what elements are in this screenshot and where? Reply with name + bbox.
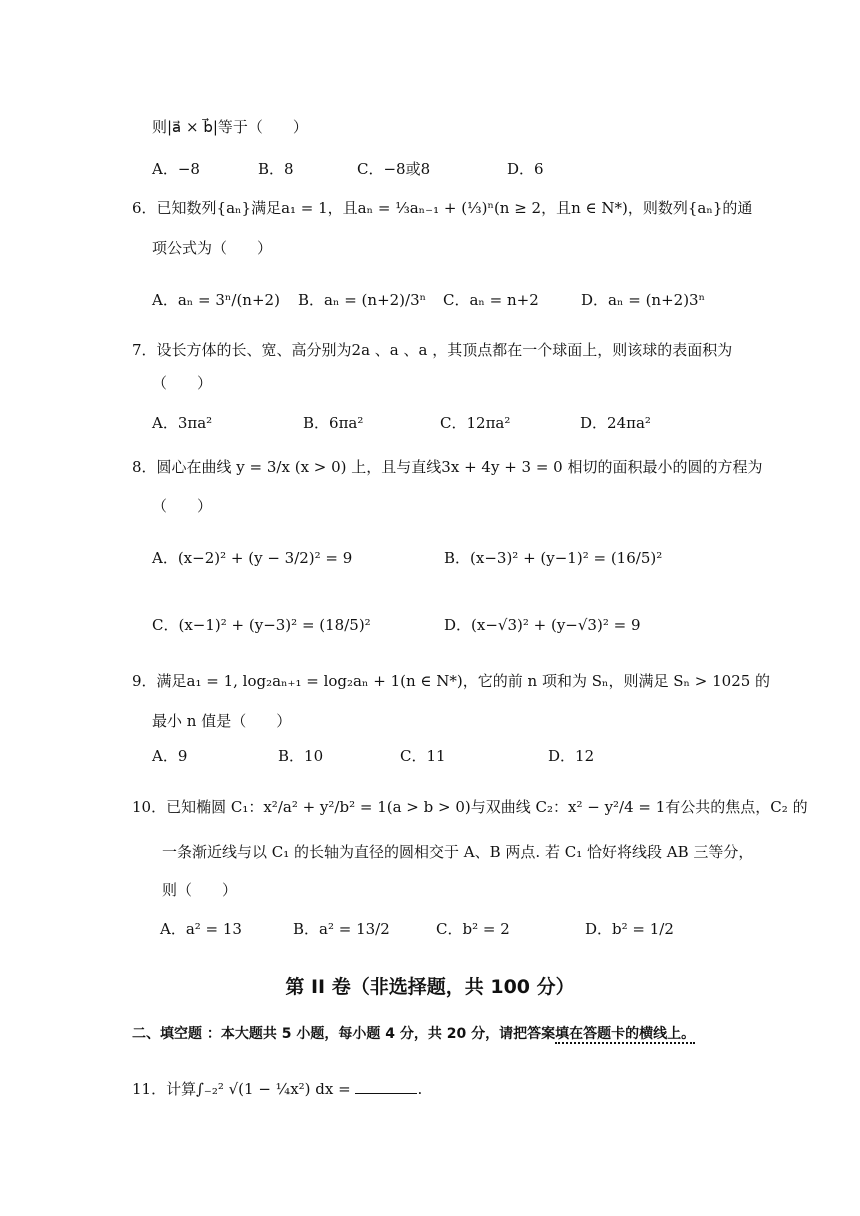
q5-option-d: D．6 (507, 160, 544, 178)
question-11-period: . (417, 1080, 423, 1098)
question-11 (132, 1078, 422, 1099)
q6-option-a: A．aₙ = 3ⁿ/(n+2) (152, 291, 280, 309)
q7-option-b: B．6πa² (303, 414, 364, 432)
q8-option-b: B．(x−3)² + (y−1)² = (16/5)² (444, 549, 663, 567)
q8-option-d: D．(x−√3)² + (y−√3)² = 9 (444, 616, 641, 634)
fill-in-heading (132, 1023, 695, 1043)
question-7-stem-cont: （ ） (152, 374, 213, 392)
question-11-stem: 11．计算∫₋₂² √(1 − ¼x²) dx = (132, 1080, 351, 1098)
question-10-stem-cont: 一条渐近线与以 C₁ 的长轴为直径的圆相交于 A、B 两点. 若 C₁ 恰好将线段 AB 三等分， (162, 843, 754, 861)
q10-option-d: D．b² = 1/2 (585, 920, 674, 938)
q6-option-c: C．aₙ = n+2 (443, 291, 539, 309)
q9-option-b: B．10 (278, 747, 324, 765)
fill-in-heading-emphasis: 填在答题卡的横线上。 (555, 1026, 696, 1042)
q8-option-c: C．(x−1)² + (y−3)² = (18/5)² (152, 616, 371, 634)
q9-option-a: A．9 (152, 747, 188, 765)
question-9-stem-cont: 最小 n 值是（ ） (152, 712, 292, 730)
q10-option-c: C．b² = 2 (436, 920, 510, 938)
q7-option-c: C．12πa² (440, 414, 511, 432)
q6-option-b: B．aₙ = (n+2)/3ⁿ (298, 291, 427, 309)
q7-option-d: D．24πa² (580, 414, 651, 432)
question-9-stem: 9．满足a₁ = 1, log₂aₙ₊₁ = log₂aₙ + 1(n ∈ N*)，它的前 n 项和为 Sₙ，则满足 Sₙ > 1025 的 (132, 672, 771, 690)
q8-option-a: A．(x−2)² + (y − 3/2)² = 9 (152, 549, 353, 567)
question-6-stem: 6．已知数列{aₙ}满足a₁ = 1，且aₙ = ⅓aₙ₋₁ + (⅓)ⁿ(n ≥ 2，且n ∈ N*)，则数列{aₙ}的通 (132, 199, 753, 217)
q10-option-b: B．a² = 13/2 (293, 920, 390, 938)
q5-option-b: B．8 (258, 160, 294, 178)
question-6-stem-cont: 项公式为（ ） (152, 239, 273, 257)
q5-option-a: A．−8 (152, 160, 200, 178)
fill-in-heading-main: 二、填空题 ：本大题共 5 小题，每小题 4 分，共 20 分，请把答案 (132, 1026, 556, 1042)
q9-option-c: C．11 (400, 747, 446, 765)
answer-blank[interactable] (355, 1079, 417, 1094)
q10-option-a: A．a² = 13 (160, 920, 242, 938)
question-5-stem: 则|a⃗ × b⃗|等于（ ） (152, 118, 308, 136)
question-7-stem: 7．设长方体的长、宽、高分别为2a 、a 、a ，其顶点都在一个球面上，则该球的表面积为 (132, 341, 733, 359)
section-title: 第 II 卷（非选择题，共 100 分） (285, 976, 575, 998)
q6-option-d: D．aₙ = (n+2)3ⁿ (581, 291, 706, 309)
q5-option-c: C．−8或8 (357, 160, 431, 178)
question-10-stem-cont2: 则（ ） (162, 881, 238, 899)
question-10-stem: 10．已知椭圆 C₁：x²/a² + y²/b² = 1(a > b > 0)与双曲线 C₂：x² − y²/4 = 1有公共的焦点，C₂ 的 (132, 798, 808, 816)
q7-option-a: A．3πa² (152, 414, 213, 432)
question-8-stem-cont: （ ） (152, 497, 213, 515)
question-8-stem: 8．圆心在曲线 y = 3/x (x > 0) 上，且与直线3x + 4y + 3 = 0 相切的面积最小的圆的方程为 (132, 458, 763, 476)
q9-option-d: D．12 (548, 747, 595, 765)
